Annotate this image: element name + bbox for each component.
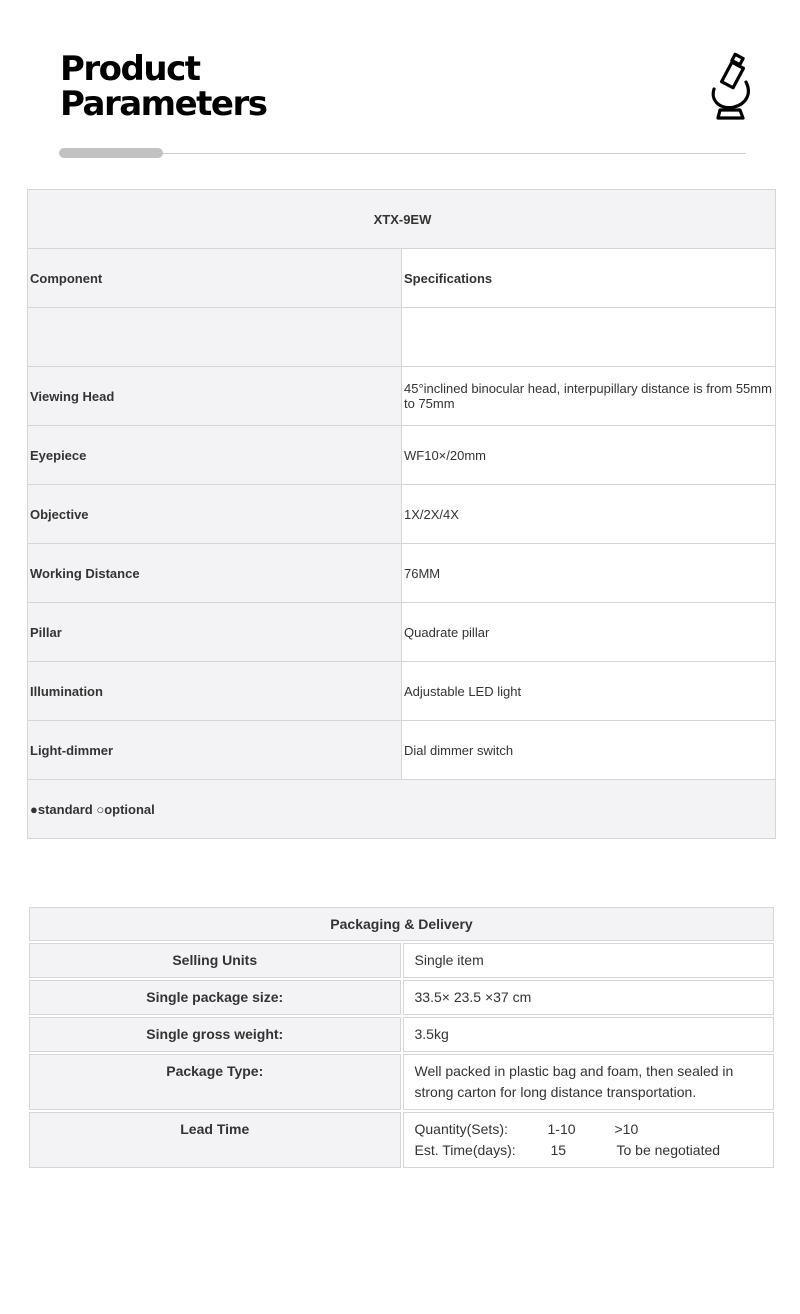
- table-row: [29, 1054, 774, 1110]
- packaging-value: Well packed in plastic bag and foam, then sealed in strong carton for long distance transportation.: [403, 1054, 775, 1110]
- page-title: [60, 49, 267, 124]
- packaging-title: Packaging & Delivery: [29, 907, 774, 941]
- packaging-value: Single item: [403, 943, 775, 978]
- quantity-label: Quantity(Sets):: [414, 1121, 508, 1137]
- standard-optional-legend: ●standard ○optional: [28, 780, 776, 839]
- packaging-value: 3.5kg: [403, 1017, 775, 1052]
- column-header-specifications: Specifications: [402, 249, 776, 308]
- lead-time-label: Lead Time: [29, 1112, 401, 1168]
- model-name: XTX-9EW: [28, 190, 776, 249]
- spec-cell: Adjustable LED light: [402, 662, 776, 721]
- table-cell-empty: [28, 308, 402, 367]
- page-title-line-2: Parameters: [60, 84, 267, 124]
- spec-cell: Dial dimmer switch: [402, 721, 776, 780]
- component-cell: Viewing Head: [28, 367, 402, 426]
- spec-cell: 45°inclined binocular head, interpupillary distance is from 55mm to 75mm: [402, 367, 776, 426]
- lead-time-days-row: [415, 1140, 764, 1161]
- packaging-delivery-table: [27, 905, 776, 1170]
- table-row: [28, 190, 776, 249]
- table-row: [29, 980, 774, 1015]
- spec-cell: 76MM: [402, 544, 776, 603]
- table-row: [28, 544, 776, 603]
- table-row: [28, 603, 776, 662]
- table-row-empty: [28, 308, 776, 367]
- packaging-label: Single package size:: [29, 980, 401, 1015]
- spec-cell: WF10×/20mm: [402, 426, 776, 485]
- est-time-label: Est. Time(days):: [414, 1142, 516, 1158]
- page-title-line-1: Product: [60, 49, 200, 89]
- header-divider-accent: [59, 148, 163, 158]
- table-row: [28, 485, 776, 544]
- table-row: [28, 721, 776, 780]
- table-row: [29, 943, 774, 978]
- component-cell: Objective: [28, 485, 402, 544]
- table-cell-empty: [402, 308, 776, 367]
- product-parameters-table: [27, 189, 776, 839]
- table-row: [29, 907, 774, 941]
- table-row: [29, 1112, 774, 1168]
- quantity-value-1: 1-10: [547, 1121, 576, 1137]
- component-cell: Working Distance: [28, 544, 402, 603]
- est-time-value-1: 15: [550, 1142, 567, 1158]
- lead-time-value: [403, 1112, 775, 1168]
- lead-time-quantity-row: [415, 1119, 764, 1140]
- component-cell: Illumination: [28, 662, 402, 721]
- microscope-icon: [706, 52, 756, 122]
- table-row: [28, 780, 776, 839]
- packaging-label: Package Type:: [29, 1054, 401, 1110]
- column-header-component: Component: [28, 249, 402, 308]
- spec-cell: 1X/2X/4X: [402, 485, 776, 544]
- quantity-value-2: >10: [614, 1121, 639, 1137]
- table-row: [29, 1017, 774, 1052]
- component-cell: Light-dimmer: [28, 721, 402, 780]
- table-row: [28, 426, 776, 485]
- packaging-value: 33.5× 23.5 ×37 cm: [403, 980, 775, 1015]
- component-cell: Pillar: [28, 603, 402, 662]
- est-time-value-2: To be negotiated: [616, 1142, 721, 1158]
- component-cell: Eyepiece: [28, 426, 402, 485]
- table-row: [28, 662, 776, 721]
- packaging-label: Selling Units: [29, 943, 401, 978]
- spec-cell: Quadrate pillar: [402, 603, 776, 662]
- table-row: [28, 367, 776, 426]
- table-header-row: [28, 249, 776, 308]
- packaging-label: Single gross weight:: [29, 1017, 401, 1052]
